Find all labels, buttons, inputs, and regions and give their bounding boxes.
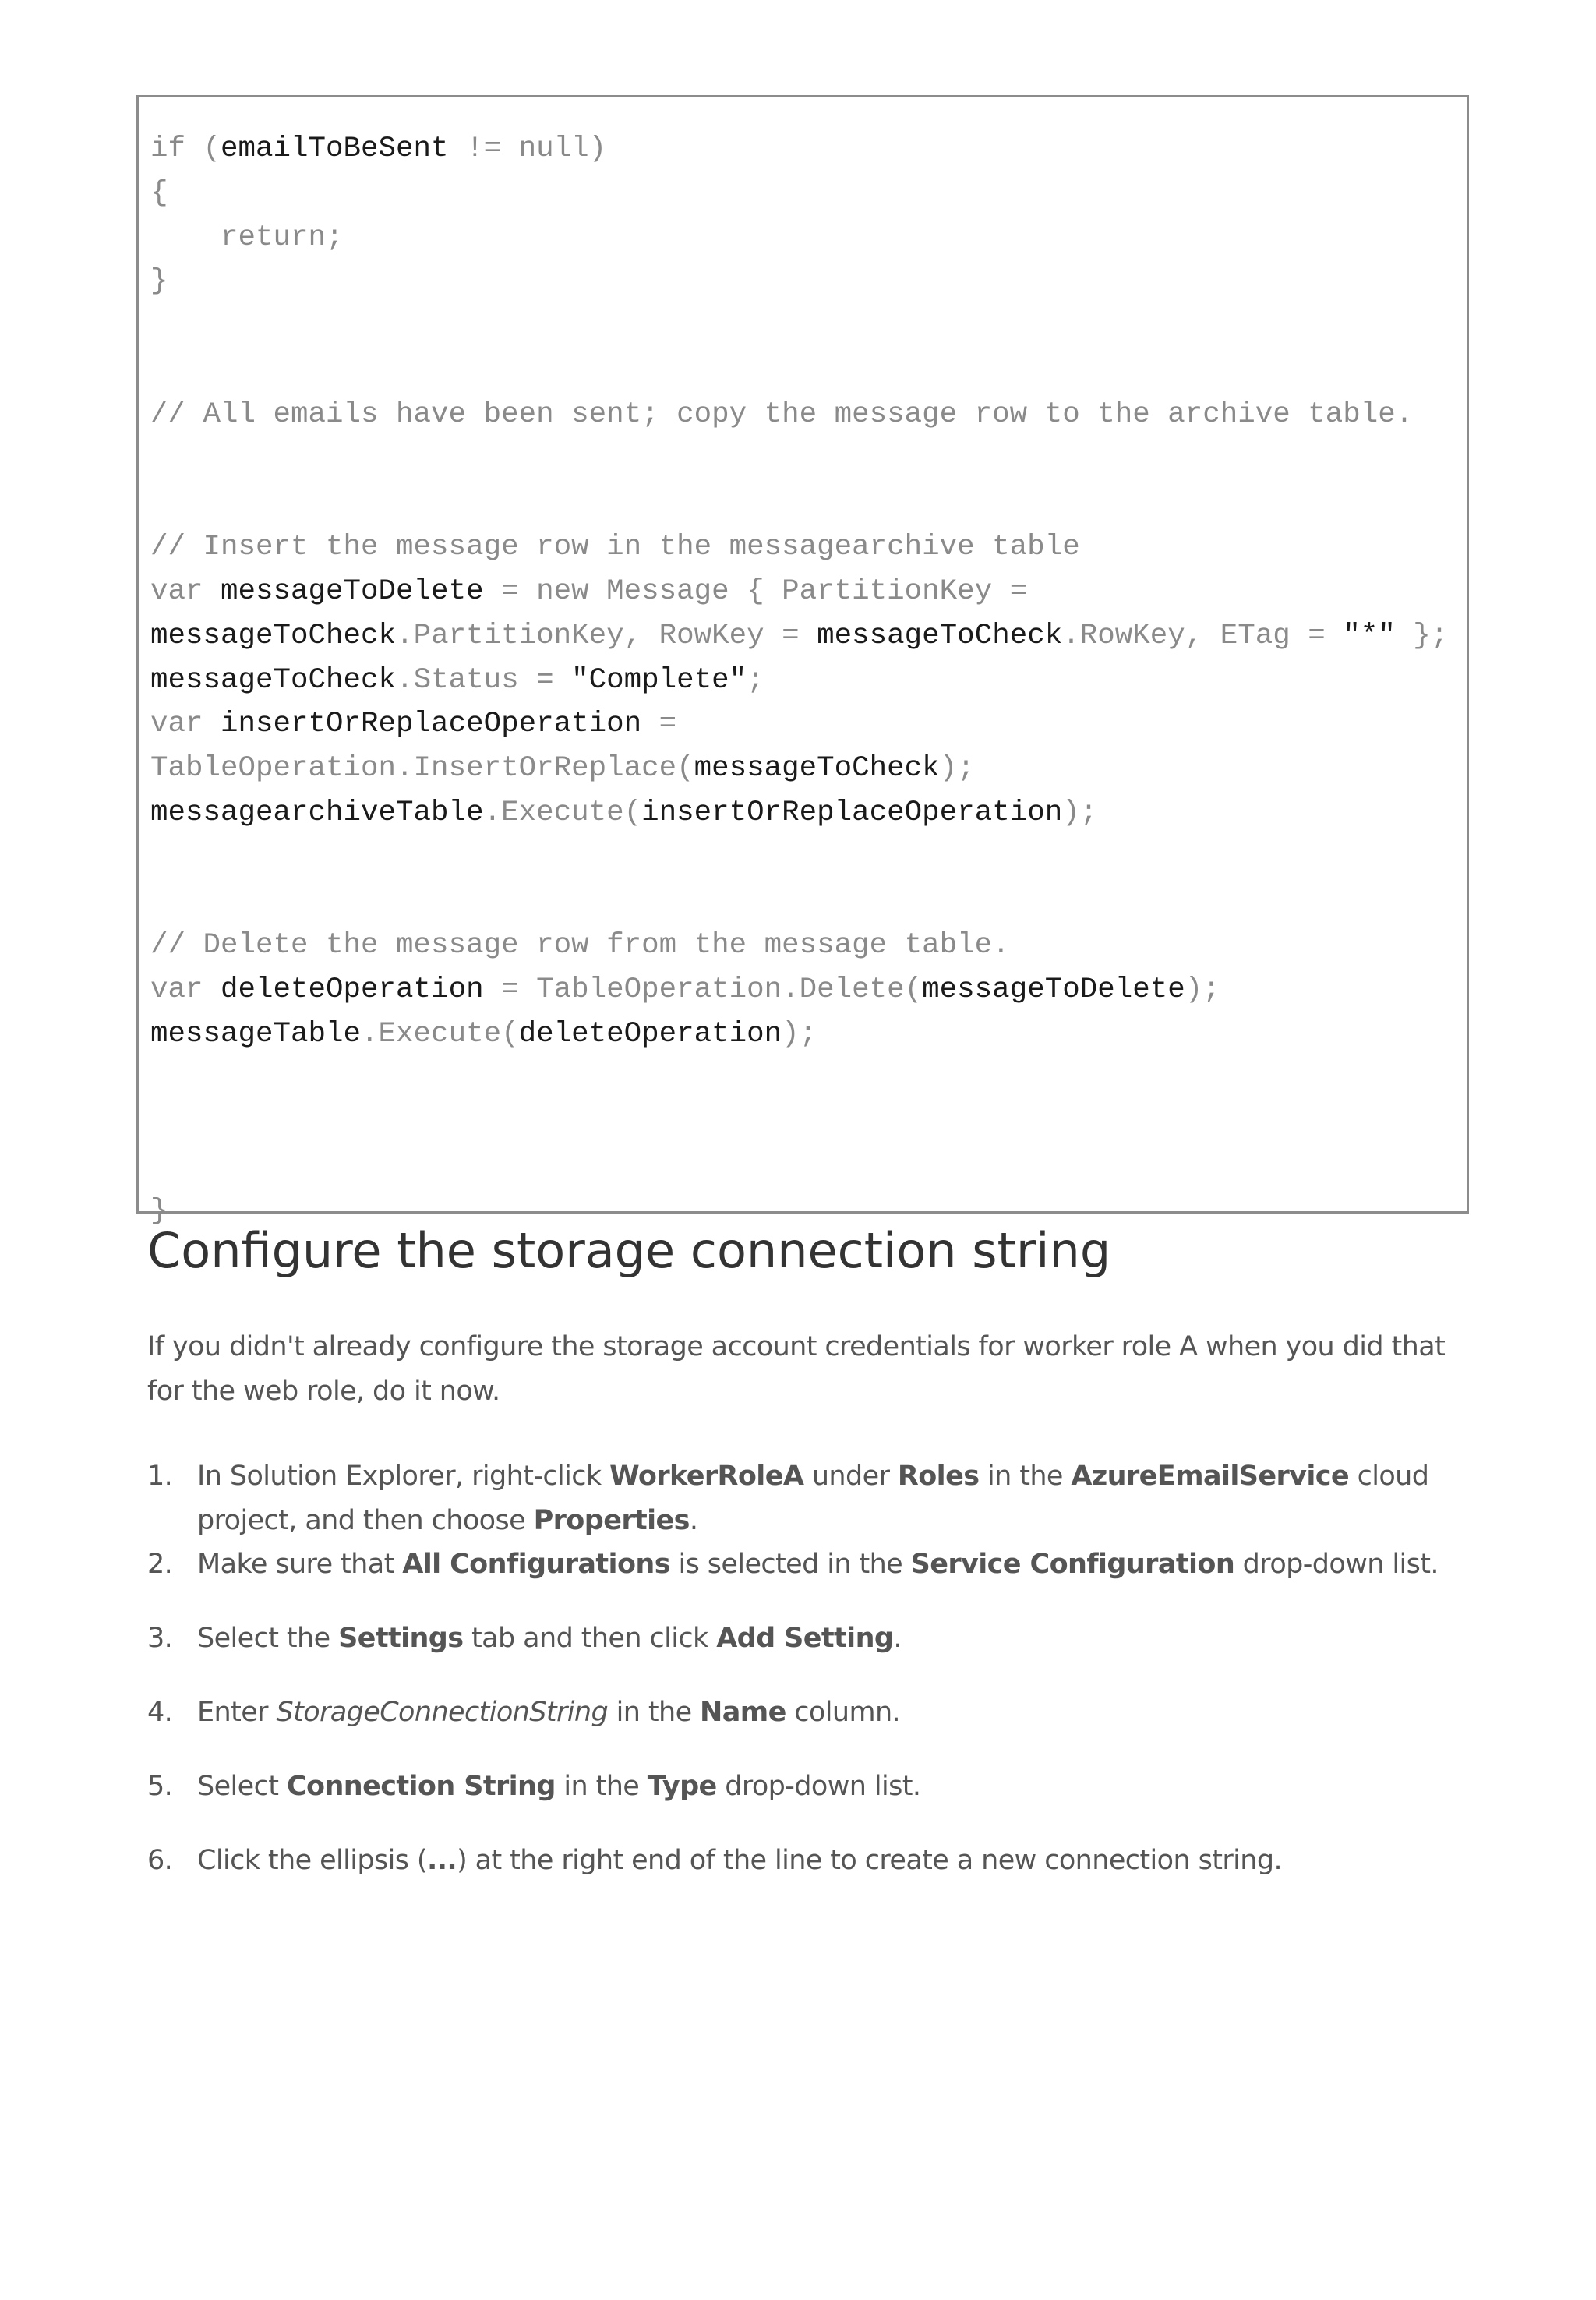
code-text: .Execute(	[483, 797, 642, 829]
step-emphasis: StorageConnectionString	[276, 1697, 609, 1728]
code-identifier: insertOrReplaceOperation	[221, 708, 642, 741]
intro-paragraph: If you didn't already configure the storage account credentials for worker role A when you did that for the web role, do it now.	[147, 1331, 1446, 1407]
code-text: .Execute(	[361, 1018, 519, 1051]
step-fragment: Click the ellipsis (	[197, 1845, 427, 1876]
step-term: Roles	[897, 1461, 980, 1492]
step-text	[197, 1839, 1472, 1883]
code-identifier: emailToBeSent	[221, 132, 449, 165]
code-identifier: deleteOperation	[221, 973, 484, 1007]
code-text: {	[150, 176, 168, 210]
code-identifier: "Complete"	[571, 663, 747, 697]
code-text: = new Message { PartitionKey =	[483, 575, 1028, 608]
step-text	[197, 1765, 1472, 1809]
step-term: ...	[427, 1845, 457, 1876]
code-text: }	[150, 265, 168, 299]
code-identifier: messageToDelete	[221, 575, 484, 608]
code-line	[150, 747, 975, 790]
step-item	[147, 1542, 1472, 1587]
code-line	[150, 924, 1010, 967]
step-number: 2.	[147, 1549, 173, 1580]
code-line	[150, 127, 606, 171]
step-item	[147, 1616, 1472, 1661]
code-identifier: "*"	[1343, 619, 1396, 652]
code-text: };	[1395, 619, 1449, 652]
step-term: Properties	[533, 1505, 690, 1536]
code-line	[150, 393, 1413, 436]
step-term: Service Configuration	[910, 1549, 1235, 1580]
code-identifier: insertOrReplaceOperation	[641, 797, 1063, 829]
step-fragment: drop-down list.	[716, 1771, 921, 1802]
code-text: .PartitionKey, RowKey =	[396, 619, 817, 652]
code-line	[150, 525, 1080, 569]
step-item	[147, 1839, 1472, 1883]
step-term: Settings	[338, 1623, 464, 1654]
step-number: 3.	[147, 1623, 173, 1654]
code-identifier: messageToCheck	[150, 663, 397, 697]
code-line	[150, 614, 1448, 658]
code-text: );	[782, 1018, 817, 1051]
code-line	[150, 171, 168, 215]
code-line	[150, 260, 168, 303]
code-block	[136, 95, 1469, 1228]
step-term: All Configurations	[402, 1549, 670, 1580]
step-fragment: cloud project, and then choose	[197, 1461, 1429, 1536]
code-text: var	[150, 708, 221, 741]
code-text: != null)	[448, 132, 607, 165]
step-fragment: In Solution Explorer, right-click	[197, 1461, 610, 1492]
code-line	[150, 659, 764, 702]
step-fragment: ) at the right end of the line to create a new connection string.	[457, 1845, 1282, 1876]
step-item	[147, 1454, 1472, 1543]
code-text: =	[641, 708, 677, 741]
step-text	[197, 1542, 1472, 1587]
step-text	[197, 1616, 1472, 1661]
step-item	[147, 1691, 1472, 1735]
code-line	[150, 968, 1220, 1012]
code-text: ;	[747, 663, 764, 697]
step-fragment: is selected in the	[669, 1549, 911, 1580]
step-fragment: Select the	[197, 1623, 339, 1654]
code-identifier: deleteOperation	[518, 1018, 782, 1051]
step-fragment: Make sure that	[197, 1549, 403, 1580]
code-text: var	[150, 575, 221, 608]
step-term: Add Setting	[716, 1623, 894, 1654]
step-fragment: column.	[786, 1697, 901, 1728]
code-text: return;	[150, 221, 344, 254]
code-identifier: messageToCheck	[817, 619, 1063, 652]
code-text: if (	[150, 132, 221, 165]
section-heading: Configure the storage connection string	[147, 1222, 1111, 1279]
step-number: 4.	[147, 1697, 173, 1728]
code-line	[150, 791, 1097, 835]
step-text	[197, 1691, 1472, 1735]
step-term: Connection String	[286, 1771, 556, 1802]
code-identifier: messageToDelete	[922, 973, 1185, 1007]
step-fragment: .	[893, 1623, 902, 1654]
step-fragment: in the	[555, 1771, 648, 1802]
step-number: 1.	[147, 1461, 173, 1492]
code-line	[150, 216, 344, 260]
code-identifier: messageToCheck	[694, 752, 940, 786]
code-text: = TableOperation.Delete(	[483, 973, 923, 1007]
code-line	[150, 1012, 817, 1056]
code-text: TableOperation.InsertOrReplace(	[150, 752, 694, 786]
step-term: Type	[647, 1771, 717, 1802]
code-text: }	[150, 1195, 168, 1228]
step-item	[147, 1765, 1472, 1809]
step-fragment: in the	[608, 1697, 701, 1728]
code-identifier: messageTable	[150, 1018, 362, 1051]
step-number: 6.	[147, 1845, 173, 1876]
code-text: .Status =	[396, 663, 572, 697]
code-line	[150, 702, 676, 746]
code-identifier: messagearchiveTable	[150, 797, 484, 829]
step-term: AzureEmailService	[1071, 1461, 1350, 1492]
code-comment: // All emails have been sent; copy the message row to the archive table.	[150, 397, 1414, 431]
code-comment: // Delete the message row from the message table.	[150, 929, 1010, 963]
step-fragment: drop-down list.	[1234, 1549, 1439, 1580]
step-fragment: under	[803, 1461, 898, 1492]
step-term: Name	[700, 1697, 786, 1728]
code-text: );	[1185, 973, 1220, 1007]
code-identifier: messageToCheck	[150, 619, 397, 652]
step-fragment: in the	[979, 1461, 1072, 1492]
code-text: );	[1062, 797, 1098, 829]
step-term: WorkerRoleA	[609, 1461, 804, 1492]
step-text	[197, 1454, 1472, 1543]
code-text: );	[939, 752, 975, 786]
code-text: .RowKey, ETag =	[1062, 619, 1344, 652]
code-line	[150, 570, 1027, 613]
code-comment: // Insert the message row in the messagearchive table	[150, 531, 1080, 564]
step-fragment: Enter	[197, 1697, 277, 1728]
step-number: 5.	[147, 1771, 173, 1802]
step-fragment: .	[689, 1505, 698, 1536]
step-fragment: Select	[197, 1771, 287, 1802]
step-fragment: tab and then click	[463, 1623, 717, 1654]
code-text: var	[150, 973, 221, 1007]
